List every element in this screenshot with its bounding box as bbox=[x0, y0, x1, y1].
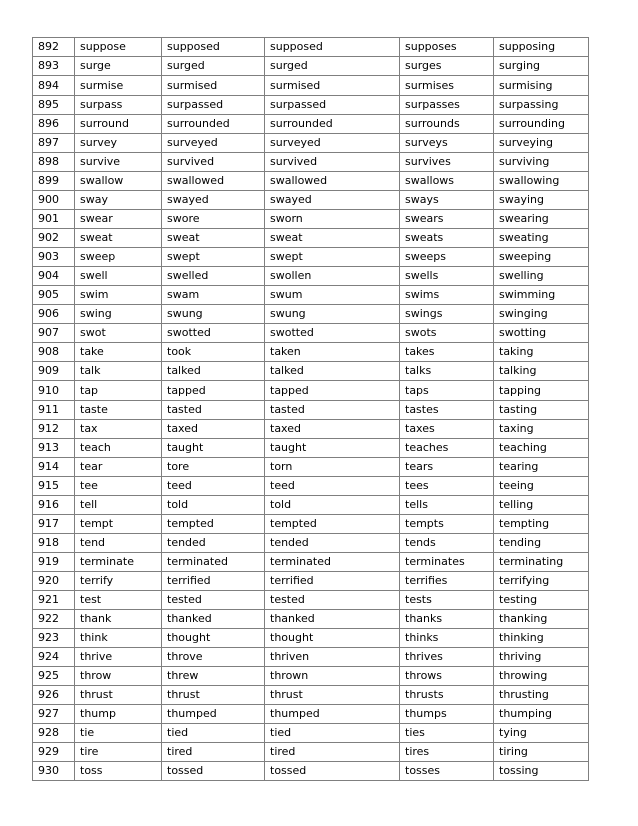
present-participle-cell: teaching bbox=[494, 439, 589, 458]
past-tense-cell: thanked bbox=[162, 610, 265, 629]
third-person-cell: thinks bbox=[400, 629, 494, 648]
third-person-cell: tends bbox=[400, 534, 494, 553]
present-participle-cell: thriving bbox=[494, 648, 589, 667]
past-tense-cell: survived bbox=[162, 153, 265, 172]
entry-number-cell: 898 bbox=[33, 153, 75, 172]
past-tense-cell: thought bbox=[162, 629, 265, 648]
third-person-cell: sweats bbox=[400, 229, 494, 248]
present-participle-cell: telling bbox=[494, 496, 589, 515]
entry-number-cell: 929 bbox=[33, 743, 75, 762]
entry-number-cell: 912 bbox=[33, 420, 75, 439]
past-tense-cell: talked bbox=[162, 362, 265, 381]
present-participle-cell: swimming bbox=[494, 286, 589, 305]
present-participle-cell: surmising bbox=[494, 76, 589, 96]
past-tense-cell: terrified bbox=[162, 572, 265, 591]
base-form-cell: swallow bbox=[75, 172, 162, 191]
entry-number-cell: 923 bbox=[33, 629, 75, 648]
entry-number-cell: 892 bbox=[33, 38, 75, 57]
present-participle-cell: swallowing bbox=[494, 172, 589, 191]
entry-number-cell: 893 bbox=[33, 57, 75, 76]
base-form-cell: tax bbox=[75, 420, 162, 439]
entry-number-cell: 908 bbox=[33, 343, 75, 362]
entry-number-cell: 922 bbox=[33, 610, 75, 629]
present-participle-cell: swelling bbox=[494, 267, 589, 286]
third-person-cell: terminates bbox=[400, 553, 494, 572]
present-participle-cell: tempting bbox=[494, 515, 589, 534]
base-form-cell: test bbox=[75, 591, 162, 610]
third-person-cell: tosses bbox=[400, 762, 494, 781]
past-tense-cell: tended bbox=[162, 534, 265, 553]
past-tense-cell: taxed bbox=[162, 420, 265, 439]
table-row bbox=[33, 743, 589, 762]
entry-number-cell: 901 bbox=[33, 210, 75, 229]
table-row bbox=[33, 458, 589, 477]
base-form-cell: tear bbox=[75, 458, 162, 477]
present-participle-cell: throwing bbox=[494, 667, 589, 686]
entry-number-cell: 913 bbox=[33, 439, 75, 458]
third-person-cell: surmises bbox=[400, 76, 494, 96]
base-form-cell: thank bbox=[75, 610, 162, 629]
base-form-cell: tap bbox=[75, 381, 162, 401]
table-row bbox=[33, 153, 589, 172]
table-row bbox=[33, 496, 589, 515]
base-form-cell: surpass bbox=[75, 96, 162, 115]
entry-number-cell: 907 bbox=[33, 324, 75, 343]
third-person-cell: surges bbox=[400, 57, 494, 76]
past-tense-cell: teed bbox=[162, 477, 265, 496]
past-participle-cell: swallowed bbox=[265, 172, 400, 191]
verb-table-body bbox=[33, 38, 589, 781]
past-tense-cell: surmised bbox=[162, 76, 265, 96]
entry-number-cell: 897 bbox=[33, 134, 75, 153]
past-participle-cell: tied bbox=[265, 724, 400, 743]
entry-number-cell: 910 bbox=[33, 381, 75, 401]
table-row bbox=[33, 76, 589, 96]
past-participle-cell: surmised bbox=[265, 76, 400, 96]
past-tense-cell: swore bbox=[162, 210, 265, 229]
third-person-cell: tests bbox=[400, 591, 494, 610]
past-participle-cell: swotted bbox=[265, 324, 400, 343]
base-form-cell: thrive bbox=[75, 648, 162, 667]
base-form-cell: swim bbox=[75, 286, 162, 305]
present-participle-cell: swinging bbox=[494, 305, 589, 324]
past-participle-cell: talked bbox=[265, 362, 400, 381]
entry-number-cell: 915 bbox=[33, 477, 75, 496]
past-participle-cell: taken bbox=[265, 343, 400, 362]
table-row bbox=[33, 667, 589, 686]
past-participle-cell: sworn bbox=[265, 210, 400, 229]
past-tense-cell: taught bbox=[162, 439, 265, 458]
past-tense-cell: threw bbox=[162, 667, 265, 686]
third-person-cell: taxes bbox=[400, 420, 494, 439]
past-participle-cell: surpassed bbox=[265, 96, 400, 115]
base-form-cell: take bbox=[75, 343, 162, 362]
entry-number-cell: 900 bbox=[33, 191, 75, 210]
base-form-cell: sweat bbox=[75, 229, 162, 248]
past-participle-cell: tossed bbox=[265, 762, 400, 781]
past-participle-cell: tended bbox=[265, 534, 400, 553]
third-person-cell: thumps bbox=[400, 705, 494, 724]
past-participle-cell: swept bbox=[265, 248, 400, 267]
table-row bbox=[33, 591, 589, 610]
base-form-cell: throw bbox=[75, 667, 162, 686]
table-row bbox=[33, 267, 589, 286]
present-participle-cell: sweeping bbox=[494, 248, 589, 267]
past-tense-cell: took bbox=[162, 343, 265, 362]
past-tense-cell: tested bbox=[162, 591, 265, 610]
base-form-cell: swear bbox=[75, 210, 162, 229]
entry-number-cell: 928 bbox=[33, 724, 75, 743]
past-participle-cell: survived bbox=[265, 153, 400, 172]
table-row bbox=[33, 553, 589, 572]
third-person-cell: swells bbox=[400, 267, 494, 286]
past-participle-cell: torn bbox=[265, 458, 400, 477]
past-participle-cell: tested bbox=[265, 591, 400, 610]
base-form-cell: swot bbox=[75, 324, 162, 343]
present-participle-cell: taking bbox=[494, 343, 589, 362]
past-tense-cell: swayed bbox=[162, 191, 265, 210]
entry-number-cell: 930 bbox=[33, 762, 75, 781]
third-person-cell: thrusts bbox=[400, 686, 494, 705]
table-row bbox=[33, 401, 589, 420]
table-row bbox=[33, 477, 589, 496]
base-form-cell: talk bbox=[75, 362, 162, 381]
entry-number-cell: 924 bbox=[33, 648, 75, 667]
past-participle-cell: swollen bbox=[265, 267, 400, 286]
base-form-cell: think bbox=[75, 629, 162, 648]
past-participle-cell: sweat bbox=[265, 229, 400, 248]
base-form-cell: thump bbox=[75, 705, 162, 724]
third-person-cell: sways bbox=[400, 191, 494, 210]
base-form-cell: terrify bbox=[75, 572, 162, 591]
past-tense-cell: throve bbox=[162, 648, 265, 667]
third-person-cell: thrives bbox=[400, 648, 494, 667]
present-participle-cell: tearing bbox=[494, 458, 589, 477]
table-row bbox=[33, 610, 589, 629]
entry-number-cell: 917 bbox=[33, 515, 75, 534]
base-form-cell: sweep bbox=[75, 248, 162, 267]
past-participle-cell: told bbox=[265, 496, 400, 515]
entry-number-cell: 906 bbox=[33, 305, 75, 324]
base-form-cell: tee bbox=[75, 477, 162, 496]
third-person-cell: swots bbox=[400, 324, 494, 343]
third-person-cell: sweeps bbox=[400, 248, 494, 267]
past-tense-cell: tapped bbox=[162, 381, 265, 401]
table-row bbox=[33, 724, 589, 743]
entry-number-cell: 903 bbox=[33, 248, 75, 267]
present-participle-cell: sweating bbox=[494, 229, 589, 248]
entry-number-cell: 920 bbox=[33, 572, 75, 591]
past-tense-cell: supposed bbox=[162, 38, 265, 57]
entry-number-cell: 896 bbox=[33, 115, 75, 134]
past-participle-cell: surged bbox=[265, 57, 400, 76]
base-form-cell: surge bbox=[75, 57, 162, 76]
third-person-cell: surpasses bbox=[400, 96, 494, 115]
present-participle-cell: surviving bbox=[494, 153, 589, 172]
past-participle-cell: taught bbox=[265, 439, 400, 458]
table-row bbox=[33, 629, 589, 648]
present-participle-cell: testing bbox=[494, 591, 589, 610]
past-participle-cell: thrust bbox=[265, 686, 400, 705]
past-participle-cell: thanked bbox=[265, 610, 400, 629]
table-row bbox=[33, 286, 589, 305]
third-person-cell: tells bbox=[400, 496, 494, 515]
past-participle-cell: tasted bbox=[265, 401, 400, 420]
past-participle-cell: thriven bbox=[265, 648, 400, 667]
table-row bbox=[33, 57, 589, 76]
base-form-cell: tempt bbox=[75, 515, 162, 534]
past-tense-cell: swallowed bbox=[162, 172, 265, 191]
table-row bbox=[33, 305, 589, 324]
entry-number-cell: 916 bbox=[33, 496, 75, 515]
past-tense-cell: tore bbox=[162, 458, 265, 477]
table-row bbox=[33, 439, 589, 458]
base-form-cell: tire bbox=[75, 743, 162, 762]
present-participle-cell: thanking bbox=[494, 610, 589, 629]
past-tense-cell: tossed bbox=[162, 762, 265, 781]
past-tense-cell: tasted bbox=[162, 401, 265, 420]
past-participle-cell: teed bbox=[265, 477, 400, 496]
past-participle-cell: tapped bbox=[265, 381, 400, 401]
past-tense-cell: swung bbox=[162, 305, 265, 324]
past-tense-cell: surrounded bbox=[162, 115, 265, 134]
table-row bbox=[33, 572, 589, 591]
present-participle-cell: terrifying bbox=[494, 572, 589, 591]
table-row bbox=[33, 381, 589, 401]
third-person-cell: swallows bbox=[400, 172, 494, 191]
past-tense-cell: surged bbox=[162, 57, 265, 76]
present-participle-cell: surging bbox=[494, 57, 589, 76]
third-person-cell: teaches bbox=[400, 439, 494, 458]
base-form-cell: terminate bbox=[75, 553, 162, 572]
present-participle-cell: tapping bbox=[494, 381, 589, 401]
table-row bbox=[33, 210, 589, 229]
third-person-cell: surveys bbox=[400, 134, 494, 153]
entry-number-cell: 904 bbox=[33, 267, 75, 286]
table-row bbox=[33, 134, 589, 153]
past-participle-cell: swum bbox=[265, 286, 400, 305]
third-person-cell: throws bbox=[400, 667, 494, 686]
base-form-cell: surmise bbox=[75, 76, 162, 96]
present-participle-cell: tossing bbox=[494, 762, 589, 781]
third-person-cell: surrounds bbox=[400, 115, 494, 134]
third-person-cell: tastes bbox=[400, 401, 494, 420]
past-tense-cell: told bbox=[162, 496, 265, 515]
past-tense-cell: surpassed bbox=[162, 96, 265, 115]
third-person-cell: terrifies bbox=[400, 572, 494, 591]
present-participle-cell: thumping bbox=[494, 705, 589, 724]
present-participle-cell: tasting bbox=[494, 401, 589, 420]
base-form-cell: swell bbox=[75, 267, 162, 286]
present-participle-cell: tiring bbox=[494, 743, 589, 762]
table-row bbox=[33, 534, 589, 553]
third-person-cell: supposes bbox=[400, 38, 494, 57]
present-participle-cell: talking bbox=[494, 362, 589, 381]
past-tense-cell: swept bbox=[162, 248, 265, 267]
base-form-cell: suppose bbox=[75, 38, 162, 57]
past-participle-cell: taxed bbox=[265, 420, 400, 439]
third-person-cell: taps bbox=[400, 381, 494, 401]
present-participle-cell: tying bbox=[494, 724, 589, 743]
past-tense-cell: swotted bbox=[162, 324, 265, 343]
past-tense-cell: tied bbox=[162, 724, 265, 743]
base-form-cell: surround bbox=[75, 115, 162, 134]
third-person-cell: tires bbox=[400, 743, 494, 762]
entry-number-cell: 921 bbox=[33, 591, 75, 610]
table-row bbox=[33, 762, 589, 781]
table-row bbox=[33, 515, 589, 534]
third-person-cell: swings bbox=[400, 305, 494, 324]
entry-number-cell: 926 bbox=[33, 686, 75, 705]
past-tense-cell: tempted bbox=[162, 515, 265, 534]
past-participle-cell: swung bbox=[265, 305, 400, 324]
table-row bbox=[33, 191, 589, 210]
present-participle-cell: surpassing bbox=[494, 96, 589, 115]
base-form-cell: taste bbox=[75, 401, 162, 420]
table-row bbox=[33, 248, 589, 267]
present-participle-cell: supposing bbox=[494, 38, 589, 57]
present-participle-cell: surveying bbox=[494, 134, 589, 153]
past-tense-cell: swelled bbox=[162, 267, 265, 286]
table-row bbox=[33, 115, 589, 134]
entry-number-cell: 909 bbox=[33, 362, 75, 381]
third-person-cell: takes bbox=[400, 343, 494, 362]
base-form-cell: tend bbox=[75, 534, 162, 553]
entry-number-cell: 925 bbox=[33, 667, 75, 686]
base-form-cell: sway bbox=[75, 191, 162, 210]
present-participle-cell: tending bbox=[494, 534, 589, 553]
third-person-cell: tears bbox=[400, 458, 494, 477]
base-form-cell: thrust bbox=[75, 686, 162, 705]
verb-forms-table bbox=[32, 37, 589, 781]
entry-number-cell: 902 bbox=[33, 229, 75, 248]
entry-number-cell: 927 bbox=[33, 705, 75, 724]
past-participle-cell: tired bbox=[265, 743, 400, 762]
entry-number-cell: 895 bbox=[33, 96, 75, 115]
table-row bbox=[33, 343, 589, 362]
base-form-cell: survive bbox=[75, 153, 162, 172]
past-participle-cell: terminated bbox=[265, 553, 400, 572]
entry-number-cell: 919 bbox=[33, 553, 75, 572]
base-form-cell: tell bbox=[75, 496, 162, 515]
present-participle-cell: terminating bbox=[494, 553, 589, 572]
verb-forms-sheet bbox=[32, 37, 589, 781]
entry-number-cell: 911 bbox=[33, 401, 75, 420]
table-row bbox=[33, 705, 589, 724]
present-participle-cell: swaying bbox=[494, 191, 589, 210]
past-tense-cell: thumped bbox=[162, 705, 265, 724]
present-participle-cell: swotting bbox=[494, 324, 589, 343]
table-row bbox=[33, 229, 589, 248]
past-tense-cell: swam bbox=[162, 286, 265, 305]
table-row bbox=[33, 362, 589, 381]
past-participle-cell: thought bbox=[265, 629, 400, 648]
past-tense-cell: terminated bbox=[162, 553, 265, 572]
base-form-cell: swing bbox=[75, 305, 162, 324]
base-form-cell: toss bbox=[75, 762, 162, 781]
third-person-cell: talks bbox=[400, 362, 494, 381]
past-participle-cell: thrown bbox=[265, 667, 400, 686]
table-row bbox=[33, 38, 589, 57]
past-participle-cell: terrified bbox=[265, 572, 400, 591]
base-form-cell: survey bbox=[75, 134, 162, 153]
past-participle-cell: supposed bbox=[265, 38, 400, 57]
third-person-cell: tempts bbox=[400, 515, 494, 534]
entry-number-cell: 905 bbox=[33, 286, 75, 305]
table-row bbox=[33, 324, 589, 343]
base-form-cell: tie bbox=[75, 724, 162, 743]
past-participle-cell: thumped bbox=[265, 705, 400, 724]
third-person-cell: swears bbox=[400, 210, 494, 229]
present-participle-cell: thinking bbox=[494, 629, 589, 648]
entry-number-cell: 918 bbox=[33, 534, 75, 553]
entry-number-cell: 894 bbox=[33, 76, 75, 96]
present-participle-cell: taxing bbox=[494, 420, 589, 439]
past-tense-cell: thrust bbox=[162, 686, 265, 705]
table-row bbox=[33, 172, 589, 191]
past-participle-cell: surveyed bbox=[265, 134, 400, 153]
present-participle-cell: thrusting bbox=[494, 686, 589, 705]
base-form-cell: teach bbox=[75, 439, 162, 458]
third-person-cell: ties bbox=[400, 724, 494, 743]
present-participle-cell: swearing bbox=[494, 210, 589, 229]
third-person-cell: survives bbox=[400, 153, 494, 172]
past-participle-cell: surrounded bbox=[265, 115, 400, 134]
past-tense-cell: surveyed bbox=[162, 134, 265, 153]
past-tense-cell: sweat bbox=[162, 229, 265, 248]
third-person-cell: thanks bbox=[400, 610, 494, 629]
entry-number-cell: 899 bbox=[33, 172, 75, 191]
table-row bbox=[33, 648, 589, 667]
entry-number-cell: 914 bbox=[33, 458, 75, 477]
table-row bbox=[33, 420, 589, 439]
present-participle-cell: teeing bbox=[494, 477, 589, 496]
third-person-cell: swims bbox=[400, 286, 494, 305]
past-participle-cell: tempted bbox=[265, 515, 400, 534]
table-row bbox=[33, 96, 589, 115]
table-row bbox=[33, 686, 589, 705]
present-participle-cell: surrounding bbox=[494, 115, 589, 134]
third-person-cell: tees bbox=[400, 477, 494, 496]
past-tense-cell: tired bbox=[162, 743, 265, 762]
past-participle-cell: swayed bbox=[265, 191, 400, 210]
